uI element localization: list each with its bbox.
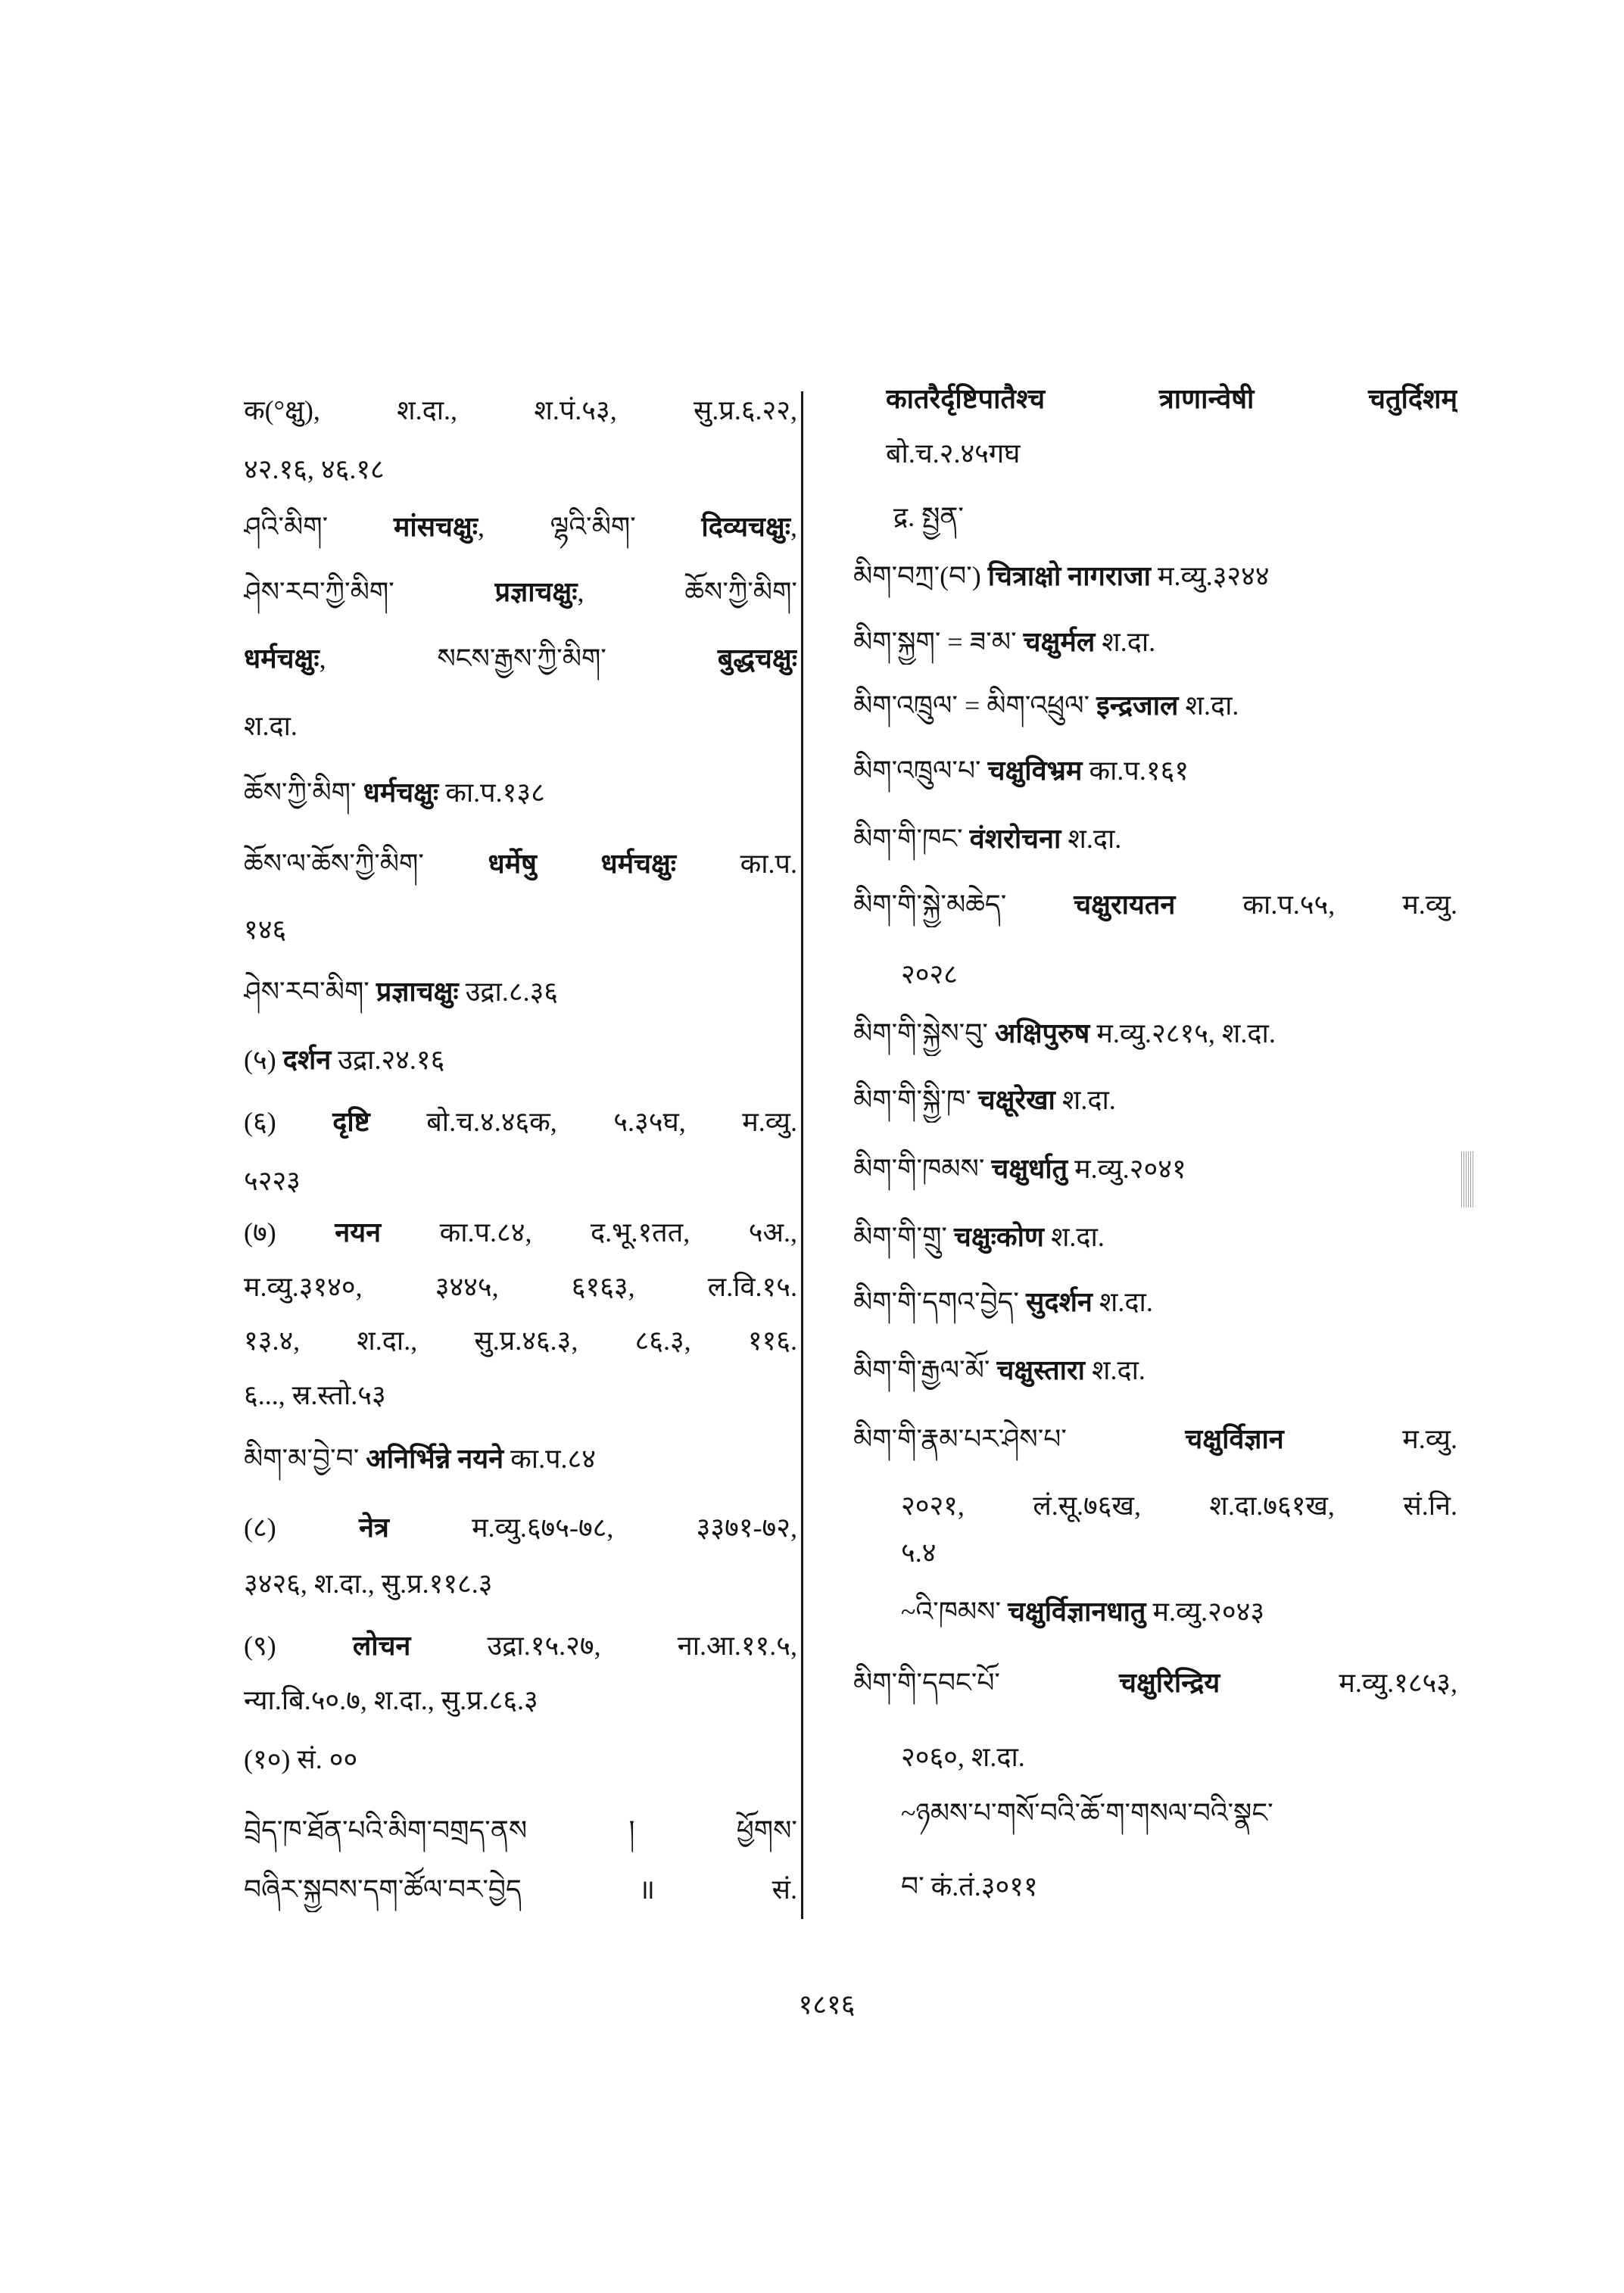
sanskrit-headword: धर्मेषु धर्मचक्षुः [488, 849, 677, 879]
entry-line [853, 1077, 1457, 1123]
entry-line [244, 1372, 797, 1418]
text-segment: का.प.५५, म.व्यु. [1175, 889, 1457, 920]
entry-line [244, 504, 797, 550]
sanskrit-headword: चक्षुःकोण [953, 1222, 1044, 1252]
entry-line [893, 494, 1457, 540]
sanskrit-headword: लोचन [352, 1631, 411, 1661]
entry-line [901, 1790, 1457, 1836]
entry-line [244, 907, 797, 952]
text-segment: (७) [244, 1217, 335, 1248]
sanskrit-headword: चित्राक्षो नागराजा [987, 561, 1151, 591]
entry-line [244, 1099, 797, 1145]
entry-line [901, 1530, 1457, 1575]
text-segment: (९) [244, 1631, 353, 1661]
entry-line [853, 1146, 1457, 1192]
entry-line [886, 431, 1457, 476]
entry-line [244, 1678, 797, 1723]
entry-line [244, 969, 797, 1014]
text-segment: ४२.१६, ४६.१८ [244, 454, 385, 484]
entry-line [853, 816, 1457, 861]
sanskrit-headword: चक्षुरायतन [1074, 889, 1176, 920]
text-segment: श.दा. [1043, 1222, 1105, 1252]
entry-line [901, 1483, 1457, 1528]
text-segment: का.प.१३८ [438, 777, 545, 808]
entry-line [853, 619, 1457, 665]
text-segment: མིག་འཁྲུལ་ = མིག་འཕྲུལ་ [853, 690, 1097, 721]
entry-line [901, 1734, 1457, 1780]
text-segment: མིག་གི་ཁམས་ [853, 1154, 992, 1184]
entry-line [901, 1864, 1457, 1909]
text-segment: ཤེས་རབ་མིག་ [244, 977, 376, 1007]
entry-line [244, 1436, 797, 1481]
text-segment: , སངས་རྒྱས་ཀྱི་མིག་ [319, 643, 718, 674]
text-segment: མིག་གི་དགའ་བྱེད་ [853, 1287, 1026, 1317]
entry-line [244, 1037, 797, 1083]
sanskrit-headword: नयन [335, 1217, 382, 1248]
text-segment: ~འི་ཁམས་ [901, 1597, 1008, 1627]
sanskrit-headword: अनिर्भिन्ने नयने [366, 1444, 504, 1474]
entry-line [853, 683, 1457, 728]
text-segment: ५.४ [901, 1537, 937, 1568]
text-segment: २०६०, श.दा. [901, 1742, 1025, 1772]
entry-line [244, 1561, 797, 1606]
sanskrit-headword: प्रज्ञाचक्षुः [494, 577, 578, 607]
text-segment: ३४२६, श.दा., सु.प्र.११८.३ [244, 1569, 493, 1599]
entry-line [244, 1210, 797, 1255]
text-segment: म.व्यु.१८५३, [1220, 1668, 1457, 1698]
entry-line [853, 1416, 1457, 1462]
entry-line [244, 1808, 797, 1853]
sanskrit-headword: वंशरोचना [969, 824, 1061, 854]
text-segment: མིག་གི་སྐྱེ་མཆེད་ [853, 889, 1074, 920]
entry-line [853, 1214, 1457, 1260]
text-segment: (६) [244, 1107, 333, 1137]
page-number: १८१६ [798, 1989, 856, 2020]
sanskrit-headword: दर्शन [282, 1045, 332, 1075]
text-segment: श.दा. [244, 711, 298, 741]
scan-mark [1461, 1151, 1475, 1207]
sanskrit-headword: दिव्यचक्षुः [701, 512, 790, 542]
sanskrit-headword: चक्षुस्तारा [996, 1355, 1086, 1385]
sanskrit-headword: इन्द्रजाल [1096, 690, 1179, 721]
entry-line [244, 841, 797, 886]
text-segment: १४६ [244, 914, 287, 945]
sanskrit-headword: चक्षुर्विज्ञान [1185, 1424, 1284, 1454]
text-segment: , [790, 512, 797, 542]
text-segment: ཤེས་རབ་ཀྱི་མིག་ [244, 577, 495, 607]
text-segment: श.दा. [1092, 1287, 1153, 1317]
text-segment: མིག་གི་རྒྱལ་མོ་ [853, 1355, 997, 1385]
text-segment: उद्रा.२४.१६ [331, 1045, 445, 1075]
entry-line [244, 1318, 797, 1363]
text-segment: མིག་གི་རྣམ་པར་ཤེས་པ་ [853, 1424, 1186, 1454]
text-segment: का.प.८४, द.भू.१तत, ५अ., [381, 1217, 797, 1248]
text-segment: श.दा. [1061, 824, 1122, 854]
text-segment: མིག་གི་གྲུ་ [853, 1222, 954, 1252]
text-segment: म.व्यु. [1283, 1424, 1457, 1454]
text-segment: उद्रा.८.३६ [458, 977, 559, 1007]
text-segment: द्र. སྤྱན་ [893, 502, 964, 532]
text-segment: श.दा. [1085, 1355, 1146, 1385]
text-segment: མིག་འཁྲུལ་པ་ [853, 756, 988, 786]
entry-line [244, 388, 797, 433]
text-segment: བཞིར་སྐྱབས་དག་ཚོལ་བར་བྱེད ॥ सं. [244, 1874, 797, 1905]
text-segment: ५२२३ [244, 1166, 301, 1196]
text-segment: ६..., स्र.स्तो.५३ [244, 1380, 386, 1410]
text-segment: བྲེད་ཁ་ཐོན་པའི་མིག་བགྲད་ནས ། ཕྱོགས་ [244, 1815, 797, 1846]
text-segment: श.दा. [1055, 1085, 1116, 1115]
text-segment: म.व्यु.२०४३ [1146, 1597, 1265, 1627]
text-segment: का.प.८४ [503, 1444, 596, 1474]
entry-line [244, 770, 797, 815]
text-segment: श.दा. [1178, 690, 1239, 721]
text-segment: का.प.१६१ [1082, 756, 1189, 786]
text-segment: ~ཉམས་པ་གསོ་བའི་ཆོ་ག་གསལ་བའི་སྣང་ [901, 1798, 1273, 1828]
sanskrit-headword: कातरैर्दृष्टिपातैश्च त्राणान्वेषी चतुर्दिशम् [886, 384, 1457, 414]
text-segment: , ལྷའི་མིག་ [477, 512, 702, 542]
text-segment: का.प. [676, 849, 797, 879]
text-segment: बो.च.२.४५गघ [886, 438, 1021, 469]
text-segment: क(°क्षु), श.दा., श.पं.५३, सु.प्र.६.२२, [244, 395, 797, 425]
entry-line [901, 952, 1457, 997]
text-segment: མིག་གི་ཁང་ [853, 824, 970, 854]
text-segment: བ་ कं.तं.३०११ [901, 1871, 1038, 1902]
text-segment: म.व्यु.३२४४ [1150, 561, 1270, 591]
text-segment: म.व्यु.३१४०, ३४४५, ६१६३, ल.वि.१५. [244, 1272, 797, 1302]
text-segment: १३.४, श.दा., सु.प्र.४६.३, ८६.३, ११६. [244, 1326, 797, 1356]
entry-line [244, 569, 797, 615]
sanskrit-headword: अक्षिपुरुष [994, 1018, 1090, 1048]
sanskrit-headword: नेत्र [358, 1513, 389, 1543]
text-segment: མིག་གི་སྐྱི་ཁ་ [853, 1085, 978, 1115]
entry-line [244, 1623, 797, 1668]
text-segment: २०२८ [901, 959, 958, 989]
text-segment: (८) [244, 1513, 359, 1543]
text-segment: མིག་སྐྱག་ = ཟ་མ་ [853, 627, 1024, 657]
sanskrit-headword: धर्मचक्षुः [363, 777, 439, 808]
entry-line [244, 447, 797, 492]
sanskrit-headword: चक्षुर्मल [1023, 627, 1096, 657]
sanskrit-headword: सुदर्शन [1026, 1287, 1093, 1317]
entry-line [853, 882, 1457, 927]
text-segment: མིག་མ་བྱེ་བ་ [244, 1444, 366, 1474]
entry-line [244, 1158, 797, 1204]
text-segment: बो.च.४.४६क, ५.३५घ, म.व्यु. [369, 1107, 797, 1137]
sanskrit-headword: दृष्टि [332, 1107, 370, 1137]
entry-line [244, 1505, 797, 1550]
text-segment: མིག་གི་དབང་པོ་ [853, 1668, 1120, 1698]
entry-line [853, 1011, 1457, 1056]
sanskrit-headword: चक्षुविभ्रम [987, 756, 1083, 786]
column-divider [801, 391, 803, 1919]
entry-line [853, 748, 1457, 793]
text-segment: ཆོས་ཀྱི་མིག་ [244, 777, 363, 808]
sanskrit-headword: चक्षुरिन्द्रिय [1119, 1668, 1220, 1698]
entry-line [244, 636, 797, 681]
sanskrit-headword: चक्षूरेखा [977, 1085, 1055, 1115]
text-segment: म.व्यु.६७५-७८, ३३७१-७२, [388, 1513, 797, 1543]
sanskrit-headword: बुद्धचक्षुः [717, 643, 797, 674]
text-segment: उद्रा.१५.२७, ना.आ.११.५, [410, 1631, 797, 1661]
entry-line [901, 1589, 1457, 1634]
text-segment: श.दा. [1095, 627, 1156, 657]
text-segment: , ཆོས་ཀྱི་མིག་ [577, 577, 797, 607]
sanskrit-headword: चक्षुर्धातु [991, 1154, 1068, 1184]
entry-line [853, 553, 1457, 599]
sanskrit-headword: प्रज्ञाचक्षुः [376, 977, 459, 1007]
entry-line [886, 376, 1457, 422]
text-segment: ཆོས་ལ་ཆོས་ཀྱི་མིག་ [244, 849, 488, 879]
entry-line [244, 1264, 797, 1310]
text-segment: མིག་གི་སྐྱེས་བུ་ [853, 1018, 995, 1048]
text-segment: ཤའི་མིག་ [244, 512, 394, 542]
text-segment: (५) [244, 1045, 283, 1075]
text-segment: न्या.बि.५०.७, श.दा., सु.प्र.८६.३ [244, 1685, 538, 1715]
entry-line [244, 1737, 797, 1782]
entry-line [244, 703, 797, 749]
entry-line [853, 1347, 1457, 1393]
sanskrit-headword: धर्मचक्षुः [244, 643, 320, 674]
entry-line [853, 1279, 1457, 1325]
text-segment: २०२१, लं.सू.७६ख, श.दा.७६१ख, सं.नि. [901, 1491, 1457, 1521]
text-segment: म.व्यु.२८१५, श.दा. [1089, 1018, 1276, 1048]
entry-line [244, 1867, 797, 1912]
text-segment: མིག་བཀྲ་(བ་) [853, 561, 988, 591]
sanskrit-headword: चक्षुर्विज्ञानधातु [1008, 1597, 1146, 1627]
text-segment: (१०) सं. ०० [244, 1744, 358, 1774]
entry-line [853, 1660, 1457, 1706]
text-segment: म.व्यु.२०४१ [1068, 1154, 1186, 1184]
sanskrit-headword: मांसचक्षुः [393, 512, 478, 542]
